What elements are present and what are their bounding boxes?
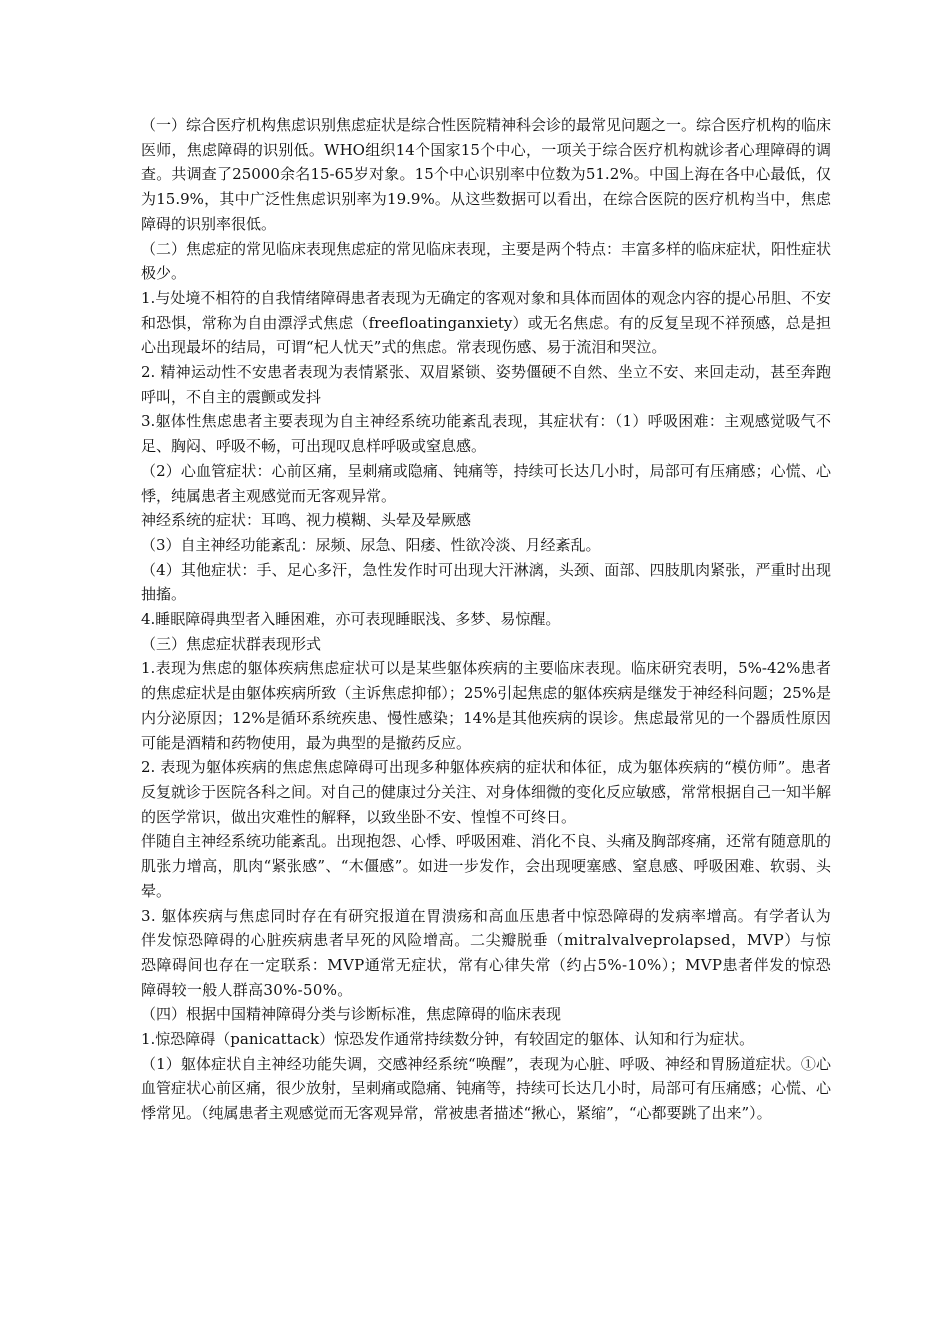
paragraph-somatic-anxiety: 3.躯体性焦虑患者主要表现为自主神经系统功能紊乱表现，其症状有：（1）呼吸困难：主观感觉吸气不足、胸闷、呼吸不畅，可出现叹息样呼吸或窒息感。 <box>141 412 831 456</box>
paragraph-panic-attack: 1.惊恐障碍（panicattack）惊恐发作通常持续数分钟，有较固定的躯体、认知和行为症状。 <box>141 1030 755 1049</box>
paragraph-anxiety-presenting-somatic: 2. 表现为躯体疾病的焦虑焦虑障碍可出现多种躯体疾病的症状和体征，成为躯体疾病的“模仿师”。患者反复就诊于医院各科之间。对自己的健康过分关注、对身体细微的变化反应敏感，常常根据自己一知半解的医学常识，做出灾难性的解释，以致坐卧不安、惶惶不可终日。 <box>141 758 832 826</box>
paragraph-clinical-features-heading: （二）焦虑症的常见临床表现焦虑症的常见临床表现，主要是两个特点：丰富多样的临床症状，阳性症状极少。 <box>141 239 832 283</box>
paragraph-autonomic-dysfunction: （3）自主神经功能紊乱：尿频、尿急、阳痿、性欲冷淡、月经紊乱。 <box>141 535 601 554</box>
paragraph-general-hospital-recognition: （一）综合医疗机构焦虑识别焦虑症状是综合性医院精神科会诊的最常见问题之一。综合医疗机构的临床医师，焦虑障碍的识别低。WHO组织14个国家15个中心，一项关于综合医疗机构就诊者心理障碍的调查。共调查了25000余名15-65岁对象。15个中心识别率中位数为51.2%。中国上海在各中心最低，仅为15.9%，其中广泛性焦虑识别率为19.9%。从这些数据可以看出，在综合医院的医疗机构当中，焦虑障碍的识别率很低。 <box>141 116 832 233</box>
paragraph-free-floating-anxiety: 1.与处境不相符的自我情绪障碍患者表现为无确定的客观对象和具体而固体的观念内容的提心吊胆、不安和恐惧，常称为自由漂浮式焦虑（freefloatinganxiety）或无名焦虑。有的反复呈现不祥预感，总是担心出现最坏的结局，可谓“杞人忧天”式的焦虑。常表现伤感、易于流泪和哭泣。 <box>141 288 831 357</box>
paragraph-neurological-symptoms: 神经系统的症状：耳鸣、视力模糊、头晕及晕厥感 <box>141 511 472 530</box>
paragraph-other-symptoms: （4）其他症状：手、足心多汗，急性发作时可出现大汗淋漓，头颈、面部、四肢肌肉紧张，严重时出现抽搐。 <box>141 560 831 604</box>
paragraph-symptom-groups-heading: （三）焦虑症状群表现形式 <box>141 634 322 653</box>
paragraph-somatic-disease-presenting-anxiety: 1.表现为焦虑的躯体疾病焦虑症状可以是某些躯体疾病的主要临床表现。临床研究表明，5%-42%患者的焦虑症状是由躯体疾病所致（主诉焦虑抑郁）；25%引起焦虑的躯体疾病是继发于神经科问题；25%是内分泌原因；12%是循环系统疾患、慢性感染；14%是其他疾病的误诊。焦虑最常见的一个器质性原因可能是酒精和药物使用，最为典型的是撤药反应。 <box>141 659 831 752</box>
paragraph-sleep-disorder: 4.睡眠障碍典型者入睡困难，亦可表现睡眠浅、多梦、易惊醒。 <box>141 610 561 629</box>
paragraph-comorbid-somatic-anxiety: 3. 躯体疾病与焦虑同时存在有研究报道在胃溃疡和高血压患者中惊恐障碍的发病率增高。有学者认为伴发惊恐障碍的心脏疾病患者早死的风险增高。二尖瓣脱垂（mitralvalveprolapsed，MVP）与惊恐障碍间也存在一定联系：MVP通常无症状，常有心律失常（约占5%-10%）；MVP患者伴发的惊恐障碍较一般人群高30%-50%。 <box>141 906 831 999</box>
paragraph-autonomic-accompaniment: 伴随自主神经系统功能紊乱。出现抱怨、心悸、呼吸困难、消化不良、头痛及胸部疼痛，还常有随意肌的肌张力增高，肌肉“紧张感”、“木僵感”。如进一步发作，会出现哽塞感、窒息感、呼吸困难、软弱、头晕。 <box>141 832 832 900</box>
document-body <box>141 113 831 1126</box>
paragraph-motor-restlessness: 2. 精神运动性不安患者表现为表情紧张、双眉紧锁、姿势僵硬不自然、坐立不安、来回走动，甚至奔跑呼叫，不自主的震颤或发抖 <box>141 363 831 406</box>
paragraph-panic-somatic-symptoms: （1）躯体症状自主神经功能失调，交感神经系统“唤醒”，表现为心脏、呼吸、神经和胃肠道症状。①心血管症状心前区痛，很少放射，呈刺痛或隐痛、钝痛等，持续可长达几小时，局部可有压痛感；心慌、心悸常见。（纯属患者主观感觉而无客观异常，常被患者描述“揪心，紧缩”，“心都要跳了出来”）。 <box>141 1054 832 1123</box>
paragraph-ccmd-heading: （四）根据中国精神障碍分类与诊断标准，焦虑障碍的临床表现 <box>141 1005 562 1024</box>
paragraph-cardiovascular-symptoms: （2）心血管症状：心前区痛，呈刺痛或隐痛、钝痛等，持续可长达几小时，局部可有压痛感；心慌、心悸，纯属患者主观感觉而无客观异常。 <box>141 461 831 505</box>
